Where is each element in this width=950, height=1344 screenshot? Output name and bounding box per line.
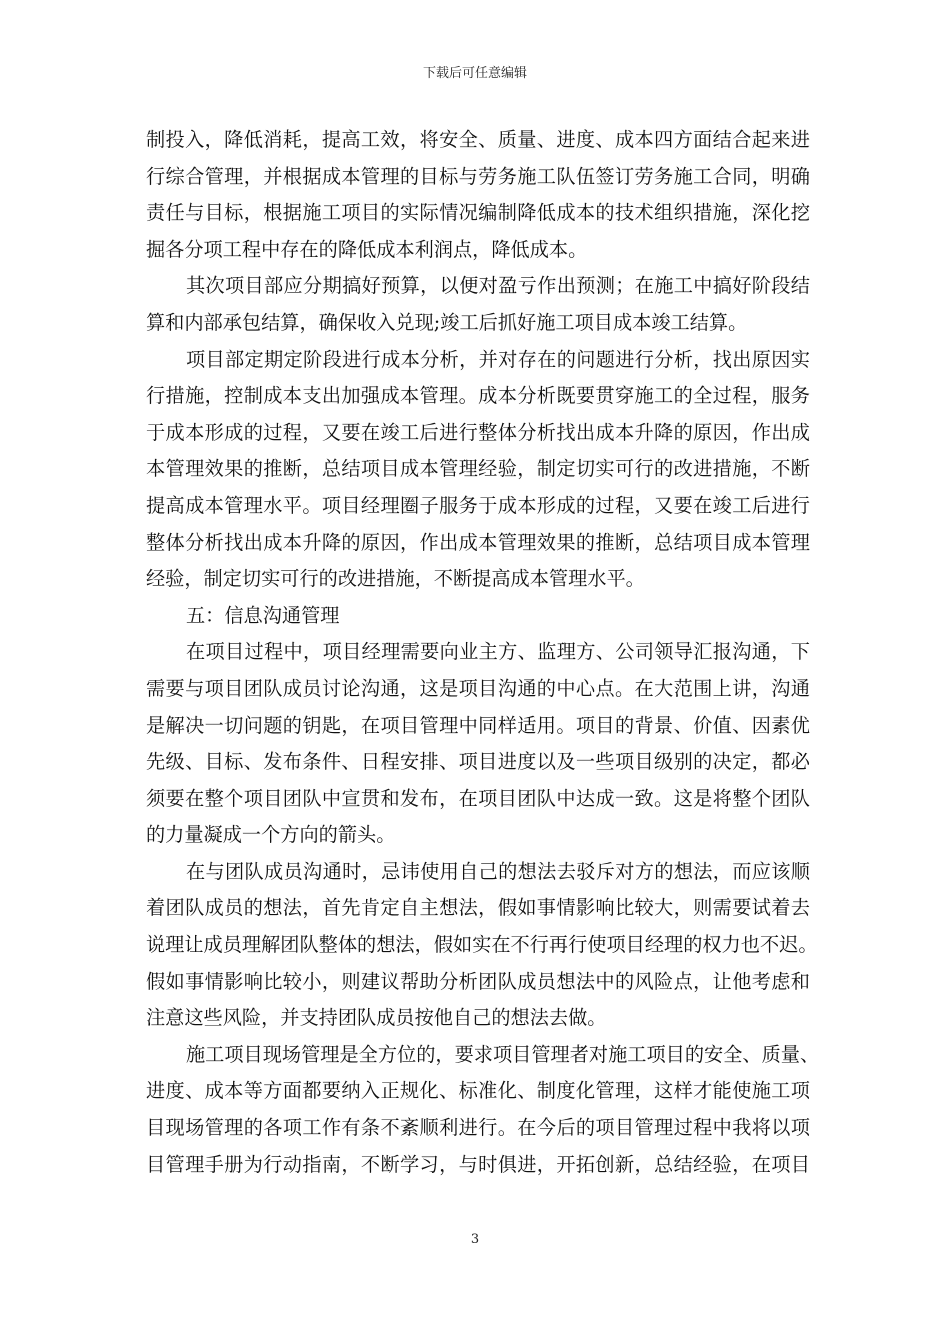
paragraph bbox=[146, 122, 810, 268]
text-line: 说理让成员理解团队整体的想法，假如实在不行再行使项目经理的权力也不迟。 bbox=[146, 933, 818, 957]
text-line: 须要在整个项目团队中宣贯和发布，在项目团队中达成一致。这是将整个团队 bbox=[146, 786, 810, 810]
text-line: 进度、成本等方面都要纳入正规化、标准化、制度化管理，这样才能使施工项 bbox=[146, 1079, 810, 1103]
text-line: 整体分析找出成本升降的原因，作出成本管理效果的推断，总结项目成本管理 bbox=[146, 530, 810, 554]
body-text bbox=[146, 122, 820, 1183]
paragraph bbox=[146, 268, 810, 341]
text-line: 其次项目部应分期搞好预算，以便对盈亏作出预测；在施工中搞好阶段结 bbox=[186, 274, 810, 298]
text-line: 的力量凝成一个方向的箭头。 bbox=[146, 823, 396, 847]
text-line: 行综合管理，并根据成本管理的目标与劳务施工队伍签订劳务施工合同，明确 bbox=[146, 164, 810, 188]
text-line: 于成本形成的过程，又要在竣工后进行整体分析找出成本升降的原因，作出成 bbox=[146, 420, 810, 444]
text-line: 在与团队成员沟通时，忌讳使用自己的想法去驳斥对方的想法，而应该顺 bbox=[186, 859, 810, 883]
text-line: 需要与项目团队成员讨论沟通，这是项目沟通的中心点。在大范围上讲，沟通 bbox=[146, 676, 810, 700]
text-line: 行措施，控制成本支出加强成本管理。成本分析既要贯穿施工的全过程，服务 bbox=[146, 384, 810, 408]
paragraph bbox=[146, 854, 818, 1037]
text-line: 施工项目现场管理是全方位的，要求项目管理者对施工项目的安全、质量、 bbox=[186, 1042, 820, 1066]
paragraph bbox=[146, 598, 810, 635]
page-number: 3 bbox=[470, 1232, 480, 1247]
text-line: 是解决一切问题的钥匙，在项目管理中同样适用。项目的背景、价值、因素优 bbox=[146, 713, 810, 737]
paragraph bbox=[146, 342, 810, 598]
text-line: 目现场管理的各项工作有条不紊顺利进行。在今后的项目管理过程中我将以项 bbox=[146, 1116, 810, 1140]
text-line: 经验，制定切实可行的改进措施，不断提高成本管理水平。 bbox=[146, 567, 645, 591]
text-line: 掘各分项工程中存在的降低成本利润点，降低成本。 bbox=[146, 237, 588, 261]
text-line: 目管理手册为行动指南，不断学习，与时俱进，开拓创新，总结经验，在项目 bbox=[146, 1152, 810, 1176]
text-line: 在项目过程中，项目经理需要向业主方、监理方、公司领导汇报沟通，下 bbox=[186, 640, 810, 664]
text-line: 责任与目标，根据施工项目的实际情况编制降低成本的技术组织措施，深化挖 bbox=[146, 201, 810, 225]
paragraph bbox=[146, 634, 810, 854]
text-line: 提高成本管理水平。项目经理圈子服务于成本形成的过程，又要在竣工后进行 bbox=[146, 493, 810, 517]
text-line: 项目部定期定阶段进行成本分析，并对存在的问题进行分析，找出原因实 bbox=[186, 347, 810, 371]
paragraph bbox=[146, 1037, 820, 1183]
text-line: 制投入，降低消耗，提高工效，将安全、质量、进度、成本四方面结合起来进 bbox=[146, 128, 810, 151]
text-line: 注意这些风险，并支持团队成员按他自己的想法去做。 bbox=[146, 1006, 607, 1030]
text-line: 五：信息沟通管理 bbox=[186, 603, 340, 627]
text-line: 先级、目标、发布条件、日程安排、项目进度以及一些项目级别的决定，都必 bbox=[146, 750, 810, 774]
text-line: 假如事情影响比较小，则建议帮助分析团队成员想法中的风险点，让他考虑和 bbox=[146, 969, 810, 993]
text-line: 着团队成员的想法，首先肯定自主想法，假如事情影响比较大，则需要试着去 bbox=[146, 896, 810, 920]
text-line: 算和内部承包结算，确保收入兑现;竣工后抓好施工项目成本竣工结算。 bbox=[146, 310, 748, 334]
text-line: 本管理效果的推断，总结项目成本管理经验，制定切实可行的改进措施，不断 bbox=[146, 457, 810, 481]
page-header: 下载后可任意编辑 bbox=[422, 66, 527, 81]
